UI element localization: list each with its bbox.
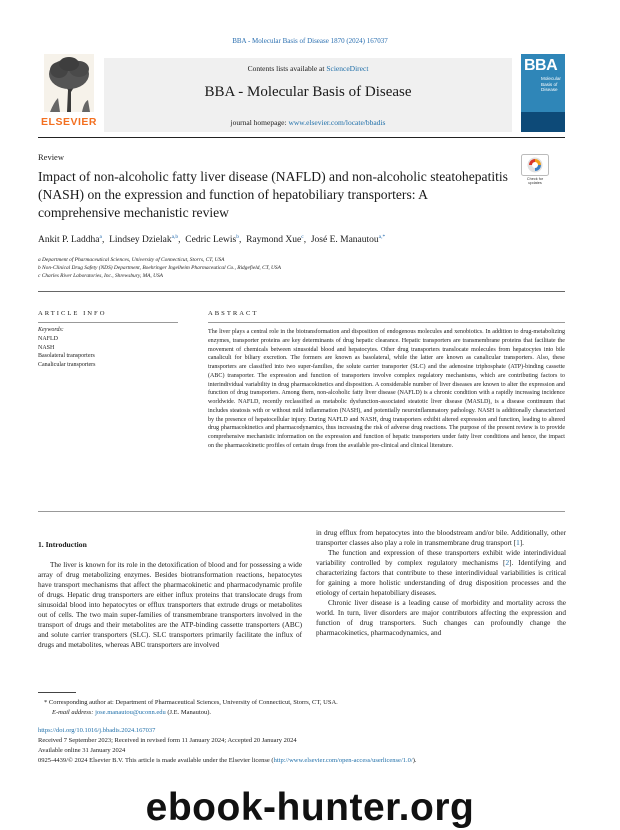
journal-reference[interactable]: BBA - Molecular Basis of Disease 1870 (2024) 167037 [232, 37, 388, 45]
elsevier-tree-icon [44, 54, 94, 112]
license-prefix: 0925-4439/© 2024 Elsevier B.V. This article is made available under the Elsevier license ( [38, 757, 274, 764]
author-name[interactable]: José E. Manautou [310, 235, 379, 246]
author-affiliation-mark[interactable]: a [99, 234, 102, 240]
journal-cover[interactable] [521, 54, 565, 132]
author-name[interactable]: Raymond Xue [246, 235, 302, 246]
check-updates-label: Check for updates [526, 177, 544, 186]
license-line [38, 756, 565, 765]
keyword: Basolateral transporters [38, 353, 95, 360]
section-rule [38, 291, 565, 292]
reference-link[interactable]: 2 [505, 559, 510, 568]
author-affiliation-mark[interactable]: b [236, 234, 239, 240]
paragraph-text: ]. [519, 539, 524, 548]
header-rule [38, 137, 565, 138]
doi-link[interactable]: https://doi.org/10.1016/j.bbadis.2024.167037 [38, 727, 156, 734]
available-online: Available online 31 January 2024 [38, 747, 126, 754]
author-name[interactable]: Lindsey Dzielak [109, 235, 172, 246]
affiliation-b: b Non-Clinical Drug Safety (NDS) Department, Boehringer Ingelheim Pharmaceutical Co., Ridgefield, CT, USA [38, 265, 281, 271]
body-column-right [316, 528, 566, 639]
contents-prefix: Contents lists available at [247, 64, 327, 73]
email-link[interactable]: jose.manautou@uconn.edu [95, 709, 166, 716]
homepage-link[interactable]: www.elsevier.com/locate/bbadis [288, 118, 386, 127]
body-column-left [38, 560, 302, 650]
keyword: Canalicular transporters [38, 362, 96, 369]
author-name[interactable]: Ankit P. Laddha [38, 235, 100, 246]
affiliation-a: a Department of Pharmaceutical Sciences, University of Connecticut, Storrs, CT, USA [38, 257, 225, 263]
elsevier-logo [38, 54, 100, 132]
license-suffix: ). [412, 757, 417, 764]
author-affiliation-mark[interactable]: a,* [378, 234, 386, 240]
paragraph-text: in drug efflux from hepatocytes into the bloodstream and/or bile. Additionally, other transporter classes also play a role in transmembrane drug transport [ [316, 529, 566, 548]
keyword: NASH [38, 344, 55, 351]
homepage-line [104, 118, 512, 127]
publisher-name: ELSEVIER [41, 116, 97, 128]
intro-paragraph: The liver is known for its role in the detoxification of blood and for possessing a wide array of drug metabolizing enzymes. Besides biotransformation reactions, hepatocytes have transport mechanisms that affect the pharmacokinetic and pharmacodynamic profile of drugs. Hepatic drug transporters are either influx proteins that translocate drugs from sinusoidal blood into hepatocytes or efflux transporters that extrude drugs or metabolites out of cells. The two main super-families of transmembrane transporters involved in the transport of drugs and their metabolites are the ATP-binding cassette transporters (ABC) and solute carrier transporters (SLC). SLC transporters primarily facilitate the influx of drugs and metabolites, whereas ABC transporters are involved [38, 561, 302, 650]
license-link[interactable]: http://www.elsevier.com/open-access/userlicense/1.0/ [273, 757, 413, 764]
article-type: Review [38, 152, 64, 162]
email-line [52, 708, 579, 717]
abstract-heading: ABSTRACT [208, 310, 259, 317]
author-name[interactable]: Cedric Lewis [185, 235, 237, 246]
author-affiliation-mark[interactable]: a,b [171, 234, 179, 240]
cover-stripe [521, 112, 565, 132]
cover-title: BBA [524, 57, 558, 74]
email-suffix: (J.E. Manautou). [165, 709, 212, 716]
intro-paragraph [316, 548, 566, 598]
journal-title: BBA - Molecular Basis of Disease [204, 84, 412, 100]
check-for-updates-button[interactable] [521, 154, 549, 188]
introduction-heading: 1. Introduction [38, 540, 87, 549]
intro-paragraph: Chronic liver disease is a leading cause of morbidity and mortality across the world. In turn, liver disorders are major contributors affecting the expression and function of drug transporters. Such changes can profoundly change the pharmacokinetics, pharmacodynamics, and [316, 599, 566, 638]
homepage-prefix: journal homepage: [230, 118, 289, 127]
reference-link[interactable]: 1 [516, 539, 520, 548]
article-title: Impact of non-alcoholic fatty liver disease (NAFLD) and non-alcoholic steatohepatitis (NASH) on the expression and function of hepatobiliary transporters: A comprehensive mechanistic review [38, 169, 508, 220]
paragraph-text: The function and expression of these transporters exhibit wide interindividual variability controlled by complex regulatory mechanisms [ [316, 549, 566, 568]
abstract-text: The liver plays a central role in the biotransformation and disposition of endogenous molecules and xenobiotics. In addition to drug-metabolizing enzymes, transporter proteins are key determinants of drug hepatic clearance. Hepatic transporters are transmembrane proteins that facilitate the movement of chemicals between sinusoidal blood and hepatocytes. Other drug transporters translocate molecules from hepatocytes into bile canaliculi for biliary excretion. The formers are known as basolateral, while the latter are known as canalicular transporters. Also, these transporters are classified into two super-families, the solute carrier transporter (SLC) and the adenosine triphosphate (ATP)-binding cassette (ABC) transporter. The expression and function of transporters involve complex regulatory mechanisms, which are contributing factors to interindividual variability in drug pharmacokinetics and disposition. A considerable number of liver diseases are known to alter the expression and function of drug transporters. Among them, non-alcoholic fatty liver disease (NAFLD) is a chronic condition with a rapidly increasing incidence worldwide. NAFLD, recently reclassified as metabolic dysfunction-associated steatotic liver disease (MASLD), is a disease continuum that includes steatosis with or without mild inflammation (NASH), and potentially neuroinflammatory pathology. NASH is additionally characterized by the presence of hepatocellular injury. During NAFLD and NASH, drug transporters exhibit altered expression and function, leading to altered drug pharmacokinetics and pharmacodynamics, thus increasing the risk of adverse drug reactions. The purpose of the present review is to provide comprehensive mechanistic information on the expression and function of hepatic transporters under fatty liver conditions and hence, the impact on the pharmacokinetic profiles of certain drugs from the available pre-clinical and clinical literature. [208, 329, 565, 449]
abstract-bottom-rule [38, 511, 565, 512]
received-dates: Received 7 September 2023; Received in revised form 11 January 2024; Accepted 20 January 2024 [38, 737, 297, 744]
footnote-rule [38, 692, 76, 693]
author-list: Ankit P. Laddha$^a$, Lindsey Dzielak$^{a,b}$, Cedric Lewis$^b$, Raymond Xue$^c$, José E. Manautou$^{a,*}$ [38, 234, 386, 246]
paragraph-text: ]. Identifying and characterizing factors that contribute to these interindividual variabilities is critical for gaining a more holistic understanding of drug disposition processes and the etiology of certain hepatobiliary diseases. [316, 559, 566, 598]
article-info-heading: ARTICLE INFO [38, 310, 107, 317]
article-info-rule [38, 322, 178, 323]
check-updates-icon [521, 154, 549, 176]
author-affiliation-mark[interactable]: c [301, 234, 304, 240]
keyword-list [38, 335, 95, 370]
watermark: ebook-hunter.org [145, 786, 475, 829]
sciencedirect-link[interactable]: ScienceDirect [326, 64, 369, 73]
corresponding-author-note: * Corresponding author at: Department of Pharmaceutical Sciences, University of Connecticut, Storrs, CT, USA. [44, 699, 338, 706]
contents-line [104, 64, 512, 73]
email-label: E-mail address: [52, 709, 96, 716]
keyword: NAFLD [38, 336, 59, 342]
intro-paragraph-continued [316, 528, 566, 548]
keywords-label: Keywords: [38, 327, 64, 333]
affiliation-c: c Charles River Laboratories, Inc., Shrewsbury, MA, USA [38, 273, 163, 279]
abstract-rule [208, 322, 565, 323]
cover-subtitle: Molecular Basis of Disease [541, 76, 561, 93]
